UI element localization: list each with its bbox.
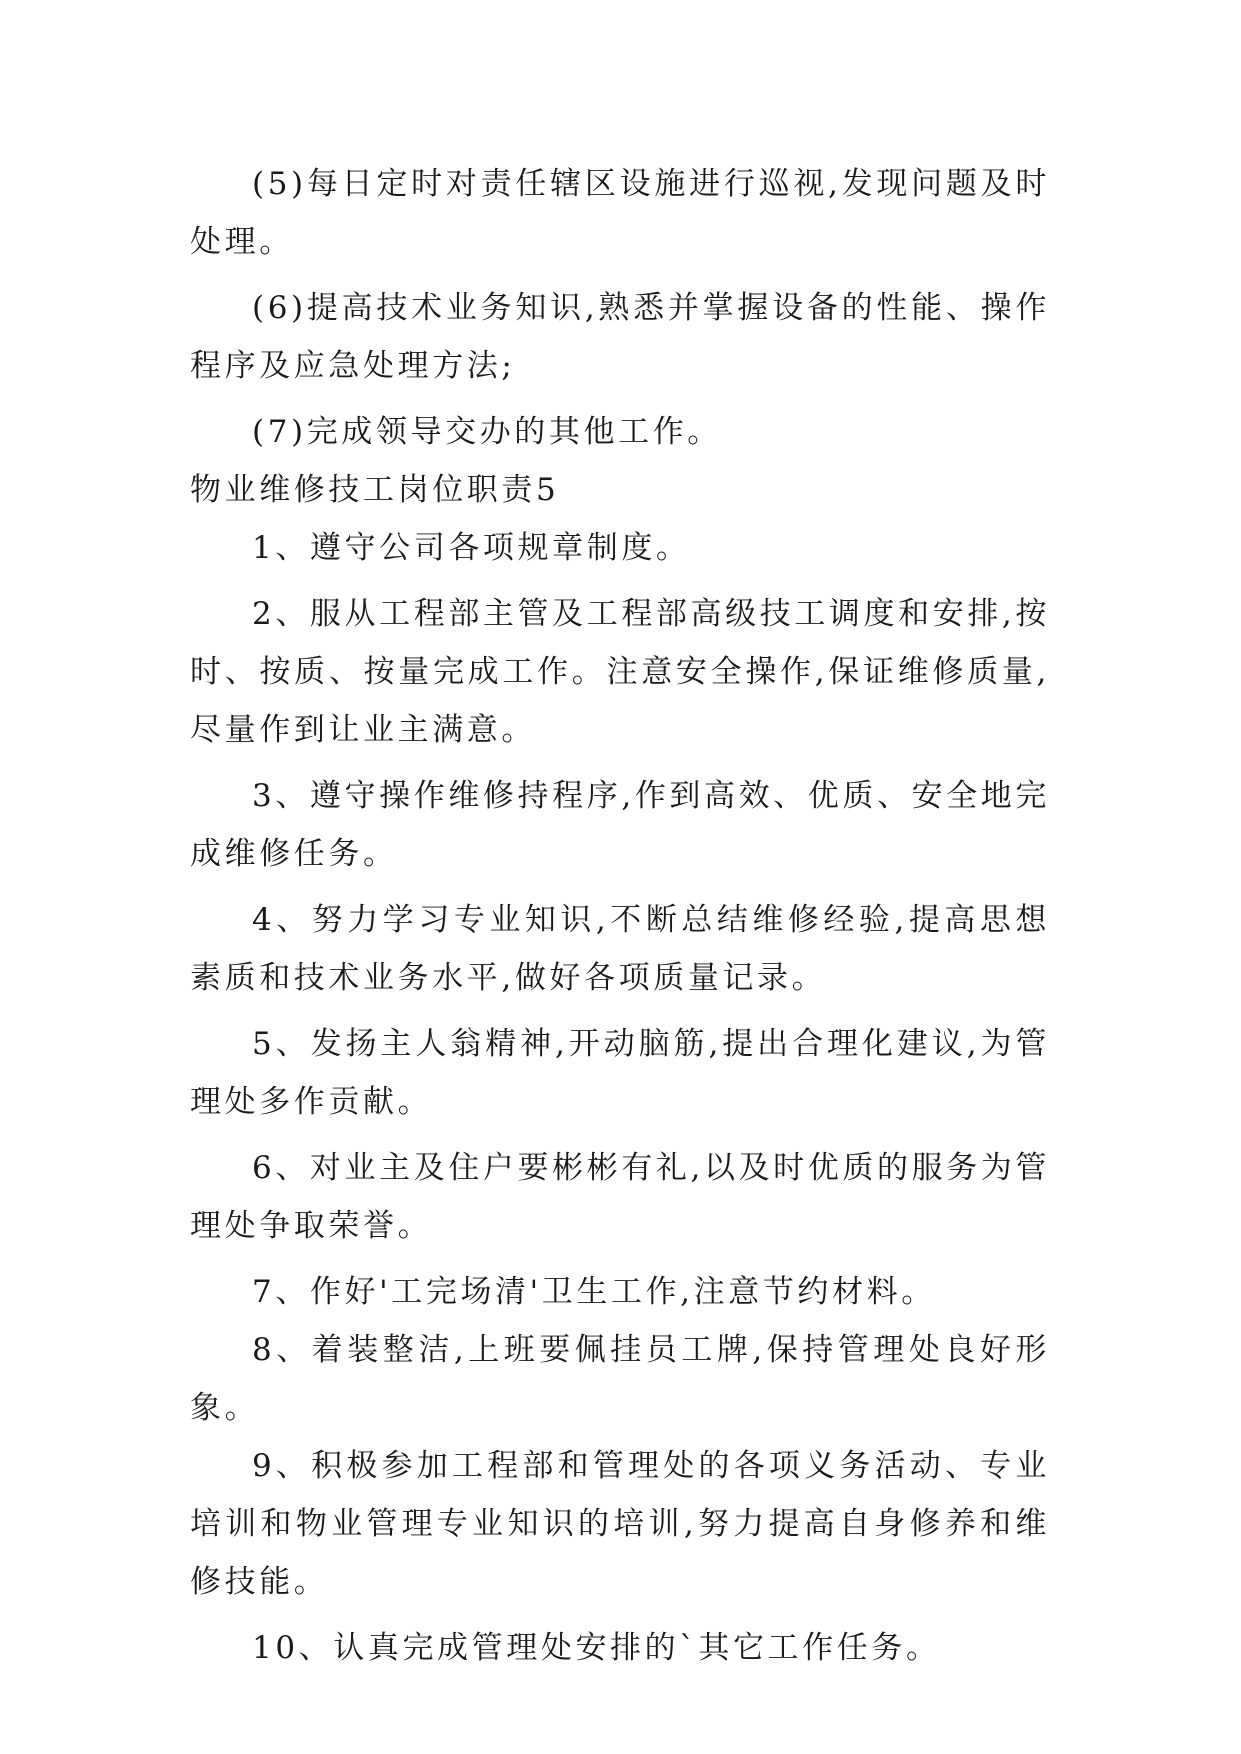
list-item: 9、积极参加工程部和管理处的各项义务活动、专业培训和物业管理专业知识的培训,努力提高自身修养和维修技能。 [190, 1448, 1050, 1600]
list-item: 4、努力学习专业知识,不断总结维修经验,提高思想素质和技术业务水平,做好各项质量记录。 [190, 902, 1050, 996]
list-item: 6、对业主及住户要彬彬有礼,以及时优质的服务为管理处争取荣誉。 [190, 1150, 1050, 1244]
list-item: 10、认真完成管理处安排的`其它工作任务。 [252, 1630, 941, 1666]
list-item: 5、发扬主人翁精神,开动脑筋,提出合理化建议,为管理处多作贡献。 [190, 1026, 1050, 1120]
document-page [190, 155, 1050, 1677]
section-title: 物业维修技工岗位职责5 [190, 472, 560, 508]
list-item: 2、服从工程部主管及工程部高级技工调度和安排,按时、按质、按量完成工作。注意安全操作,保证维修质量,尽量作到让业主满意。 [190, 596, 1050, 748]
paragraph-item-7: (7)完成领导交办的其他工作。 [252, 414, 722, 450]
list-item: 1、遵守公司各项规章制度。 [252, 530, 691, 566]
list-item: 7、作好'工完场清'卫生工作,注意节约材料。 [252, 1274, 936, 1310]
list-item: 8、着装整洁,上班要佩挂员工牌,保持管理处良好形象。 [190, 1332, 1050, 1426]
list-item: 3、遵守操作维修持程序,作到高效、优质、安全地完成维修任务。 [190, 778, 1050, 872]
paragraph-item-6: (6)提高技术业务知识,熟悉并掌握设备的性能、操作程序及应急处理方法; [190, 290, 1050, 384]
paragraph-item-5: (5)每日定时对责任辖区设施进行巡视,发现问题及时处理。 [190, 166, 1050, 260]
